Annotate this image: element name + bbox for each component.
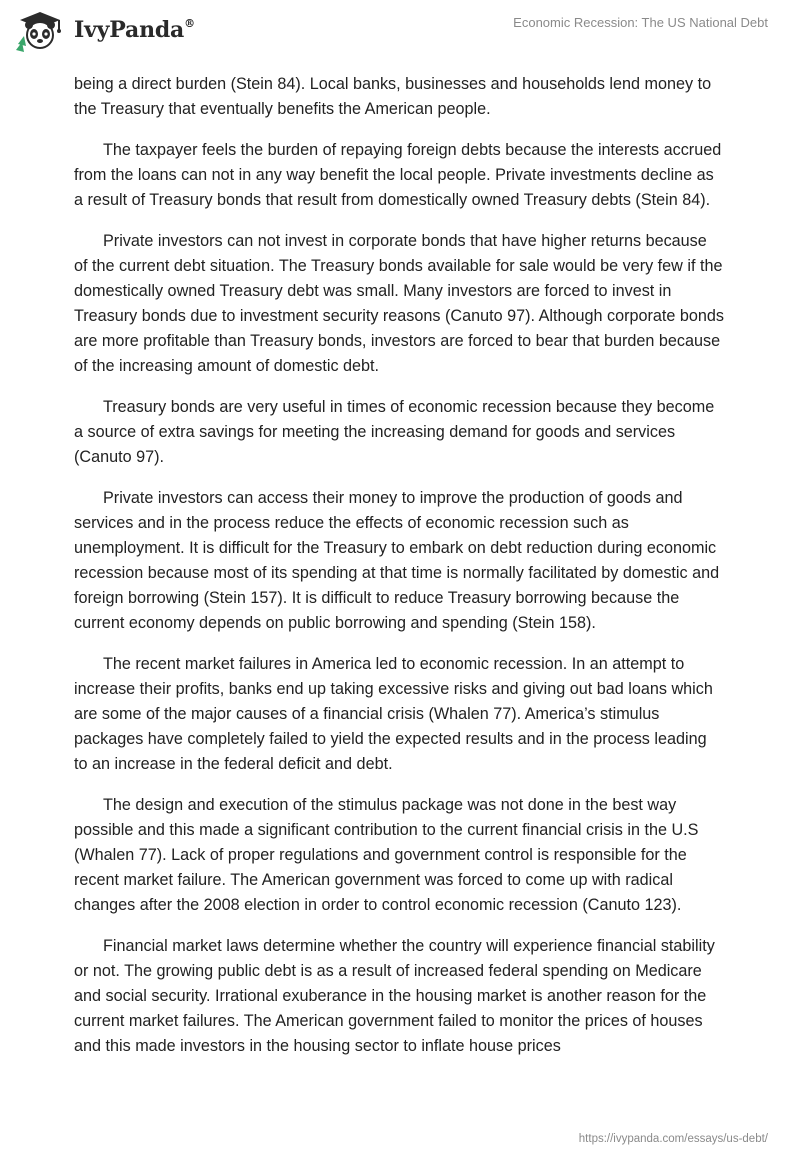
brand-logo[interactable] (14, 8, 195, 52)
source-url-link[interactable]: https://ivypanda.com/essays/us-debt/ (578, 1133, 768, 1145)
panda-logo-icon (14, 8, 70, 52)
paragraph: The recent market failures in America led to economic recession. In an attempt to increase their profits, banks end up taking excessive risks and giving out bad loans which are some of the major causes of a financial crisis (Whalen 77). America’s stimulus packages have completely failed to yield the expected results and in the process leading to an increase in the federal deficit and debt. (74, 655, 713, 773)
document-title: Economic Recession: The US National Debt (513, 15, 768, 30)
paragraph: The design and execution of the stimulus package was not done in the best way possible and this made a significant contribution to the current financial crisis in the U.S (Whalen 77). Lack of proper regulations and government control is responsible for the recent market failure. The American government was forced to come up with radical changes after the 2008 election in order to control economic recession (Canuto 123). (74, 796, 699, 914)
brand-name: IvyPanda® (74, 16, 195, 43)
paragraph: Treasury bonds are very useful in times of economic recession because they become a source of extra savings for meeting the increasing demand for goods and services (Canuto 97). (74, 398, 715, 466)
paragraph: Private investors can not invest in corporate bonds that have higher returns because of the current debt situation. The Treasury bonds available for sale would be very few if the domestically owned Treasury debt was small. Many investors are forced to invest in Treasury bonds due to investment security reasons (Canuto 97). Although corporate bonds are more profitable than Treasury bonds, investors are forced to bear that burden because of the increasing amount of domestic debt. (74, 232, 724, 375)
paragraph: Financial market laws determine whether the country will experience financial stability or not. The growing public debt is as a result of increased federal spending on Medicare and social security. Irrational exuberance in the housing market is another reason for the current market failures. The American government failed to monitor the prices of houses and this made investors in the housing sector to inflate house prices (74, 937, 715, 1055)
essay-body (74, 72, 724, 1075)
paragraph: Private investors can access their money to improve the production of goods and services and in the process reduce the effects of economic recession such as unemployment. It is difficult for the Treasury to embark on debt reduction during economic recession because most of its spending at that time is normally facilitated by domestic and foreign borrowing (Stein 157). It is difficult to reduce Treasury borrowing because the current economy depends on public borrowing and spending (Stein 158). (74, 489, 720, 632)
paragraph: The taxpayer feels the burden of repaying foreign debts because the interests accrued from the loans can not in any way benefit the local people. Private investments decline as a result of Treasury bonds that result from domestically owned Treasury debts (Stein 84). (74, 141, 722, 209)
paragraph: being a direct burden (Stein 84). Local banks, businesses and households lend money to the Treasury that eventually benefits the American people. (74, 75, 712, 118)
page-header (0, 0, 800, 70)
